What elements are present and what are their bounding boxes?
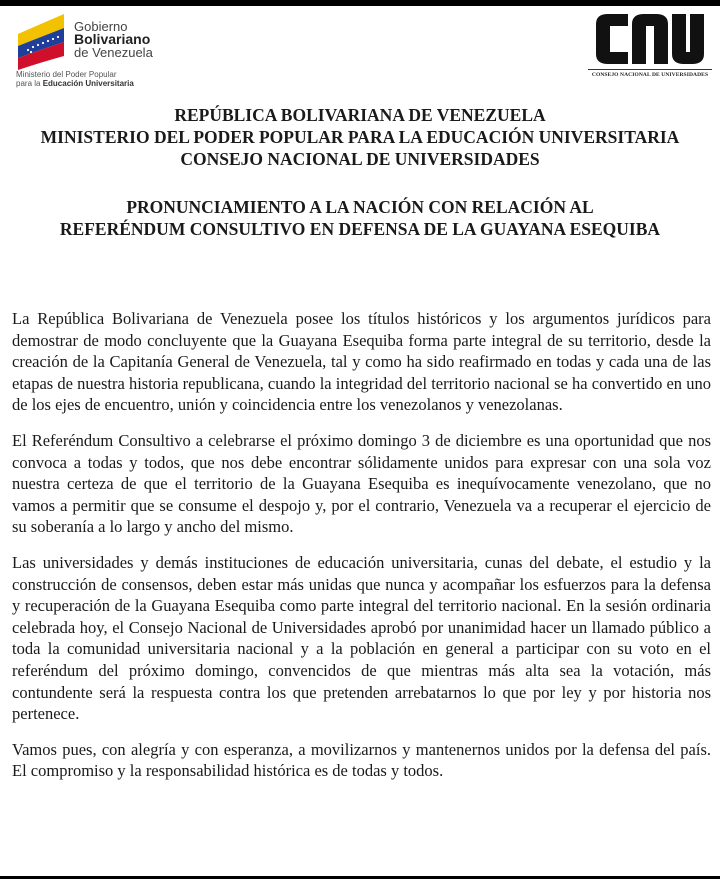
header-line1: REPÚBLICA BOLIVARIANA DE VENEZUELA (174, 105, 546, 125)
header-line3: CONSEJO NACIONAL DE UNIVERSIDADES (180, 149, 540, 169)
cnu-mark-icon (594, 12, 706, 66)
government-logo (14, 10, 214, 102)
paragraph: Vamos pues, con alegría y con esperanza, a movilizarnos y mantenernos unidos por la defensa del país. El compromiso y la responsabilidad histórica es de todas y todos. (12, 739, 711, 781)
document-body (12, 308, 711, 796)
top-border (0, 0, 720, 6)
paragraph: Las universidades y demás instituciones de educación universitaria, cunas del debate, el estudio y la construcción de consensos, deben estar más unidas que nunca y acompañar los esfuerzos para la defensa y recuperación de la Guayana Esequiba como parte integral del territorio nacional. En la sesión ordinaria celebrada hoy, el Consejo Nacional de Universidades aprobó por unanimidad hacer un llamado público a toda la comunidad universitaria nacional y a la población en general a participar con su voto en el referéndum del próximo domingo, convencidos de que mientras más alta sea la votación, más contundente será la respuesta contra los que pretenden arrebatarnos lo que por ley y por historia nos pertenece. (12, 552, 711, 724)
ministry-line2 (16, 79, 134, 88)
gov-line1: Gobierno (74, 19, 128, 34)
title-line2: REFERÉNDUM CONSULTIVO EN DEFENSA DE LA GUAYANA ESEQUIBA (59, 219, 661, 239)
document-title (0, 196, 720, 240)
gov-line3: de Venezuela (74, 45, 153, 60)
government-name (74, 20, 153, 59)
cnu-rule (588, 69, 712, 70)
paragraph: El Referéndum Consultivo a celebrarse el próximo domingo 3 de diciembre es una oportunidad que nos convoca a todas y todos, que nos debe encontrar sólidamente unidos para expresar con una sola voz nuestra certeza de que el territorio de la Guayana Esequiba es inequívocamente venezolano, que no vamos a permitir que se consume el despojo y, por el contrario, Venezuela va a recuperar el ejercicio de su soberanía a lo largo y ancho del mismo. (12, 430, 711, 537)
title-line1: PRONUNCIAMIENTO A LA NACIÓN CON RELACIÓN AL (126, 197, 594, 217)
ministry-line2-prefix: para la (16, 79, 43, 88)
ministry-line2-bold: Educación Universitaria (42, 79, 134, 88)
cnu-caption: CONSEJO NACIONAL DE UNIVERSIDADES (591, 72, 709, 78)
venezuela-flag-icon (14, 12, 68, 70)
paragraph: La República Bolivariana de Venezuela posee los títulos históricos y los argumentos jurídicos para demostrar de modo concluyente que la Guayana Esequiba forma parte integral de su territorio, desde la creación de la Capitanía General de Venezuela, tal y como ha sido reafirmado en todas y cada una de las etapas de nuestra historia republicana, cuando la integridad del territorio nacional se ha convertido en uno de los ejes de encuentro, unión y coincidencia entre los venezolanos y venezolanas. (12, 309, 711, 415)
ministry-name (16, 70, 134, 88)
document-header (0, 104, 720, 170)
ministry-line1: Ministerio del Poder Popular (16, 70, 117, 79)
header-line2: MINISTERIO DEL PODER POPULAR PARA LA EDUCACIÓN UNIVERSITARIA (40, 127, 680, 147)
cnu-logo (588, 12, 712, 86)
gov-line2: Bolivariano (74, 31, 151, 47)
